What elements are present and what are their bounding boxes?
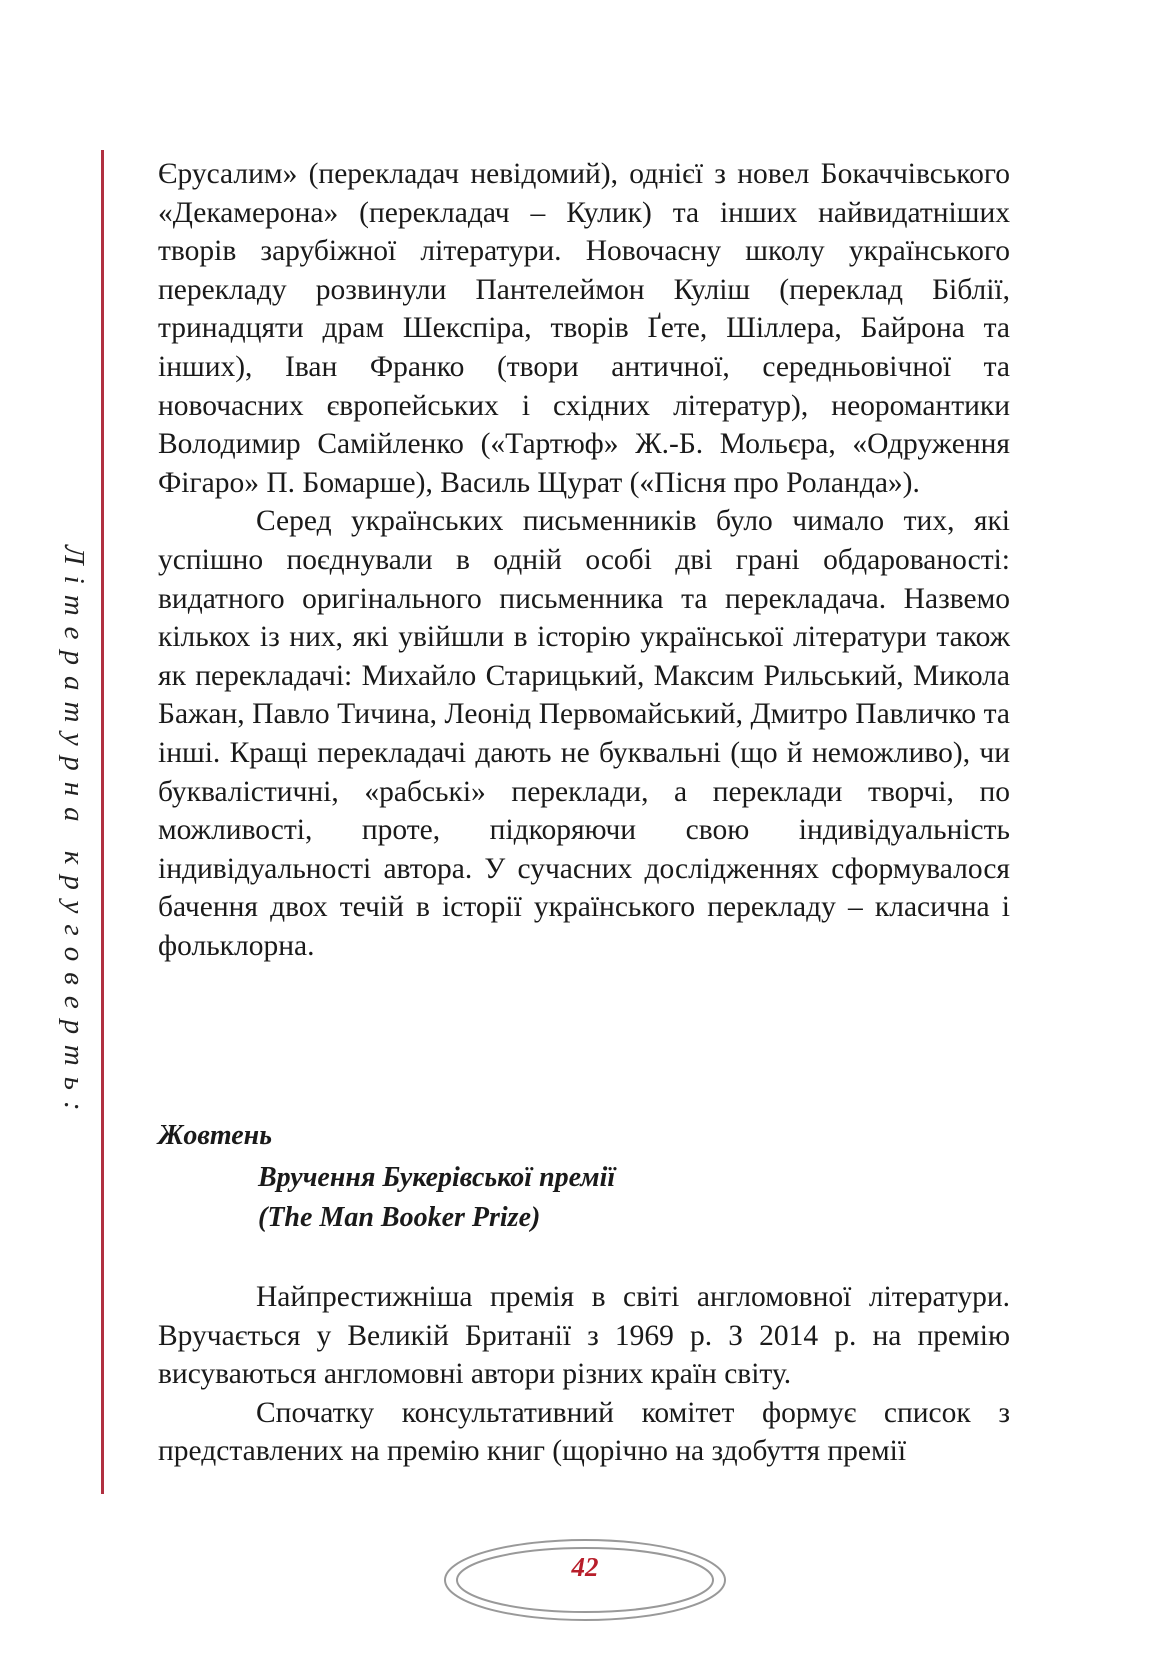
main-text — [158, 155, 1010, 965]
event-text — [158, 1278, 1010, 1471]
paragraph: Найпрестижніша премія в світі англомовної літератури. Вручається у Великій Британії з 1969 р. З 2014 р. на премію висуваються англомовні автори різних країн світу. — [158, 1281, 1010, 1391]
paragraph: Єрусалим» (перекладач невідомий), однієї з новел Бокаччівського «Декамерона» (перекладач – Кулик) та інших найвидатніших творів зарубіжної літератури. Новочасну школу українського перекладу розвинули Пантелеймон Куліш (переклад Біблії, тринадцяти драм Шекспіра, творів Ґете, Шіллера, Байрона та інших), Іван Франко (твори античної, середньовічної та новочасних європейських і східних літератур), неоромантики Володимир Самійленко («Тартюф» Ж.-Б. Мольєра, «Одруження Фігаро» П. Бомарше), Василь Щурат («Пісня про Роланда»). — [158, 158, 1010, 499]
running-header: Літературна круговерть: — [58, 545, 90, 1122]
paragraph: Спочатку консультативний комітет формує список з представлених на премію книг (щорічно на здобуття премії — [158, 1396, 1010, 1468]
side-rule — [101, 150, 104, 1494]
event-title-line-1: Вручення Букерівської премії — [258, 1162, 616, 1193]
section-month: Жовтень — [158, 1120, 273, 1151]
event-title-line-2: (The Man Booker Prize) — [258, 1202, 541, 1233]
page-number: 42 — [571, 1552, 599, 1582]
event-title — [258, 1158, 615, 1238]
paragraph: Серед українських письменників було чимало тих, які успішно поєднували в одній особі дві грані обдарованості: видатного оригінального письменника та перекладача. Назвемо кількох із них, які увійшли в історію української літератури також як перекладачі: Михайло Старицький, Максим Рильський, Микола Бажан, Павло Тичина, Леонід Первомайський, Дмитро Павличко та інші. Кращі перекладачі дають не буквальні (що й неможливо), чи буквалістичні, «рабські» переклади, а переклади творчі, по можливості, проте, підкоряючи свою індивідуальність індивідуальності автора. У сучасних дослідженнях сформувалося бачення двох течій в історії українського перекладу – класична і фольклорна. — [158, 505, 1010, 962]
